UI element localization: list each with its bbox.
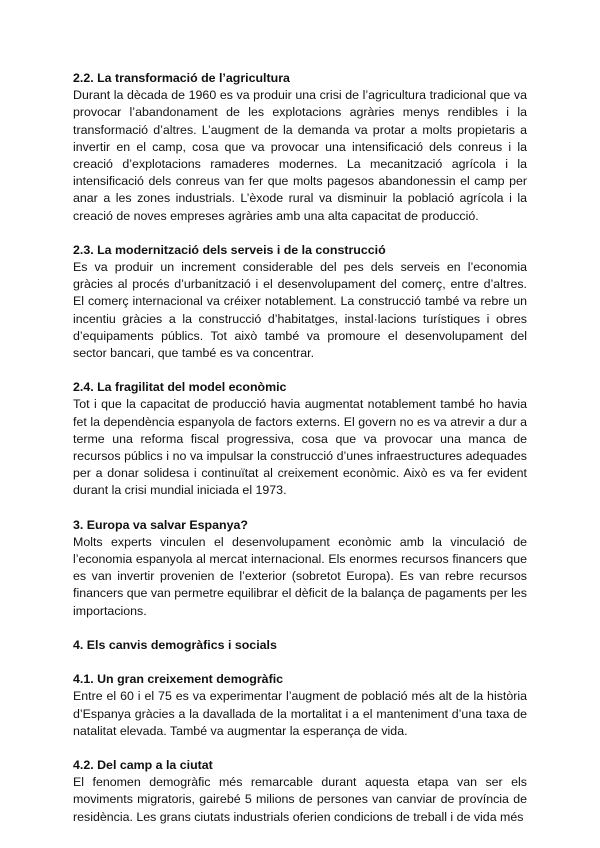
section-heading: 2.3. La modernització dels serveis i de la construcció <box>73 242 386 257</box>
document-page <box>73 70 527 843</box>
section-migration <box>73 757 527 826</box>
section-growth <box>73 671 527 740</box>
section-heading: 4.1. Un gran creixement demogràfic <box>73 672 284 687</box>
section-paragraph: Entre el 60 i el 75 es va experimentar l’augment de població més alt de la història d’Espanya gràcies a la davallada de la mortalitat i a el manteniment d’una taxa de natalitat elevada. També va augmentar la esperança de vida. <box>73 689 527 738</box>
section-heading: 4.2. Del camp a la ciutat <box>73 757 213 772</box>
section-paragraph: Tot i que la capacitat de producció havia augmentat notablement també ho havia fet la dependència espanyola de factors externs. El govern no es va atrevir a dur a terme una reforma fiscal progressiva, cosa que va provocar una manca de recursos públics i no va impulsar la construcció d’unes infraestructures adequades per a donar solidesa i continuïtat al creixement econòmic. Això es va fer evident durant la crisi mundial iniciada el 1973. <box>73 397 527 498</box>
section-paragraph: El fenomen demogràfic més remarcable durant aquesta etapa van ser els moviments migratoris, gairebé 5 milions de persones van canviar de província de residència. Les grans ciutats industrials oferien condicions de treball i de vida més <box>73 775 527 824</box>
section-heading: 2.4. La fragilitat del model econòmic <box>73 380 287 395</box>
section-demographic-changes <box>73 637 527 654</box>
section-paragraph: Es va produir un increment considerable del pes dels serveis en l’economia gràcies al procés d’urbanització i el desenvolupament del comerç, entre d’altres. El comerç internacional va créixer notablement. La construcció també va rebre un incentiu gràcies a la construcció d’habitatges, instal·lacions turístiques i obres d’equipaments públics. Tot això també va promoure el desenvolupament del sector bancari, que també es va concentrar. <box>73 260 527 361</box>
section-heading: 4. Els canvis demogràfics i socials <box>73 637 277 652</box>
section-services <box>73 242 527 362</box>
section-paragraph: Molts experts vinculen el desenvolupament econòmic amb la vinculació de l’economia espanyola al mercat internacional. Els enormes recursos financers que es van invertir provenien de l’exterior (sobretot Europa). Es van rebre recursos financers que van permetre equilibrar el dèficit de la balança de pagaments per les importacions. <box>73 534 527 618</box>
section-agriculture <box>73 70 527 225</box>
section-heading: 3. Europa va salvar Espanya? <box>73 517 248 532</box>
section-heading: 2.2. La transformació de l’agricultura <box>73 71 290 85</box>
section-paragraph: Durant la dècada de 1960 es va produir una crisi de l’agricultura tradicional que va provocar l’abandonament de les explotacions agràries menys rendibles i la transformació d’altres. L’augment de la demanda va protar a molts propietaris a invertir en el camp, cosa que va provocar una intensificació dels conreus i la creació d’explotacions ramaderes modernes. La mecanització agrícola i la intensificació dels conreus van fer que molts pagesos abandonessin el camp per anar a les zones industrials. L’èxode rural va disminuir la població agrícola i la creació de noves empreses agràries amb una alta capacitat de producció. <box>73 88 527 223</box>
section-fragility <box>73 379 527 499</box>
section-europe <box>73 517 527 620</box>
